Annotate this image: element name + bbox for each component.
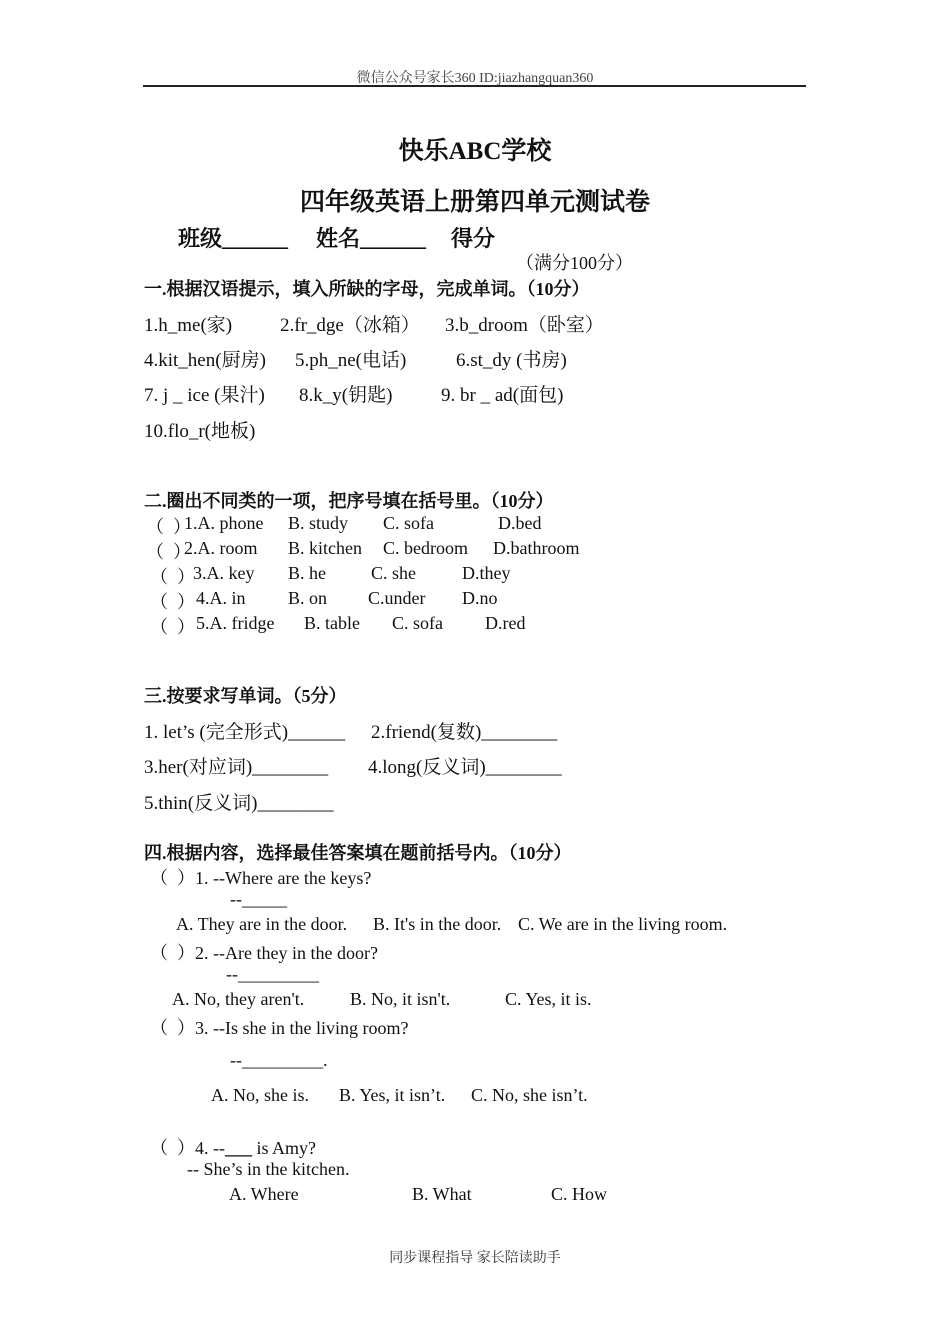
name-field: 姓名______ [316,226,427,251]
s2-option: C. she [371,563,416,583]
s2-option: B. table [304,613,360,633]
score-field: 得分 [451,226,496,251]
s2-bracket: （ ） [150,567,195,587]
s1-item: 7. j _ ice (果汁) [144,385,265,406]
s4-question-stem: （ ）1. --Where are the keys? [150,868,372,888]
s1-item: 4.kit_hen(厨房) [144,350,266,371]
s1-item: 6.st_dy (书房) [456,350,567,371]
school-title: 快乐ABC学校 [398,138,552,165]
s2-option: 3.A. key [193,563,255,583]
s4-option: B. Yes, it isn’t. [339,1085,446,1105]
s1-item: 5.ph_ne(电话) [295,350,407,371]
s4-option: B. What [412,1184,472,1204]
s4-option: B. It's in the door. [373,914,502,934]
s4-option: C. Yes, it is. [505,989,592,1009]
s2-option: C.under [368,588,426,608]
s3-item: 5.thin(反义词)________ [144,793,334,814]
s3-item: 2.friend(复数)________ [371,722,558,743]
s2-bracket: （ ） [150,592,195,612]
s4-option: A. They are in the door. [176,914,348,934]
s2-option: B. he [288,563,326,583]
s1-item: 1.h_me(家) [144,315,233,336]
s4-question-stem [150,1134,316,1160]
section3-heading: 三.按要求写单词。（5分） [144,686,347,706]
s2-option: D.bathroom [493,538,580,558]
exam-title: 四年级英语上册第四单元测试卷 [299,189,650,216]
s3-item: 4.long(反义词)________ [368,757,562,778]
s1-item: 8.k_y(钥匙) [299,385,393,406]
s2-option: 1.A. phone [184,513,264,533]
page-header: 微信公众号家长360 ID:jiazhangquan360 [356,71,594,86]
s2-option: B. kitchen [288,538,362,558]
s2-option: B. on [288,588,328,608]
s4-answer-blank: --_________ [226,964,319,984]
s4-option: C. We are in the living room. [518,914,728,934]
s2-option: 5.A. fridge [196,613,275,633]
s4-option: A. No, she is. [211,1085,309,1105]
s4-answer-blank: --_________. [230,1050,328,1070]
s2-option: D.bed [498,513,542,533]
page-footer: 同步课程指导 家长陪读助手 [389,1251,561,1266]
s2-option: C. sofa [392,613,443,633]
s3-item: 3.her(对应词)________ [144,757,329,778]
q4-stem-suffix: is Amy? [252,1138,317,1158]
s4-option: B. No, it isn't. [350,989,451,1009]
section1-heading: 一.根据汉语提示，填入所缺的字母，完成单词。（10分） [144,279,590,299]
s4-question-stem: （ ）2. --Are they in the door? [150,943,378,963]
s4-option: C. No, she isn’t. [471,1085,588,1105]
s3-item: 1. let’s (完全形式)______ [144,722,346,743]
section4-heading: 四.根据内容，选择最佳答案填在题前括号内。（10分） [144,843,572,863]
s1-item: 9. br _ ad(面包) [441,385,564,406]
s2-bracket: （ ） [150,617,195,637]
s1-item: 3.b_droom（卧室） [445,315,604,336]
q4-stem-prefix: （ ）4. -- [150,1138,225,1158]
s2-option: C. bedroom [383,538,468,558]
class-field: 班级______ [178,226,289,251]
s1-item: 2.fr_dge（冰箱） [280,315,420,336]
section2-heading: 二.圈出不同类的一项，把序号填在括号里。（10分） [144,491,554,511]
s2-option: C. sofa [383,513,434,533]
s4-option: A. No, they aren't. [172,989,305,1009]
s2-option: D.red [485,613,526,633]
s2-option: 4.A. in [196,588,246,608]
s4-option: A. Where [229,1184,299,1204]
s2-bracket: （ ） [146,517,191,537]
s2-bracket: （ ） [146,542,191,562]
s1-item: 10.flo_r(地板) [144,421,256,442]
s4-option: C. How [551,1184,608,1204]
s2-option: D.they [462,563,511,583]
header-rule [143,85,806,87]
s2-option: 2.A. room [184,538,258,558]
q4-stem-blank: ___ [225,1138,252,1158]
s2-option: B. study [288,513,349,533]
s4-question-stem: （ ）3. --Is she in the living room? [150,1018,409,1038]
full-mark: （满分100分） [516,253,633,273]
s2-option: D.no [462,588,498,608]
s4-answer-line: -- She’s in the kitchen. [187,1159,350,1179]
s4-answer-blank: --_____ [230,889,287,909]
